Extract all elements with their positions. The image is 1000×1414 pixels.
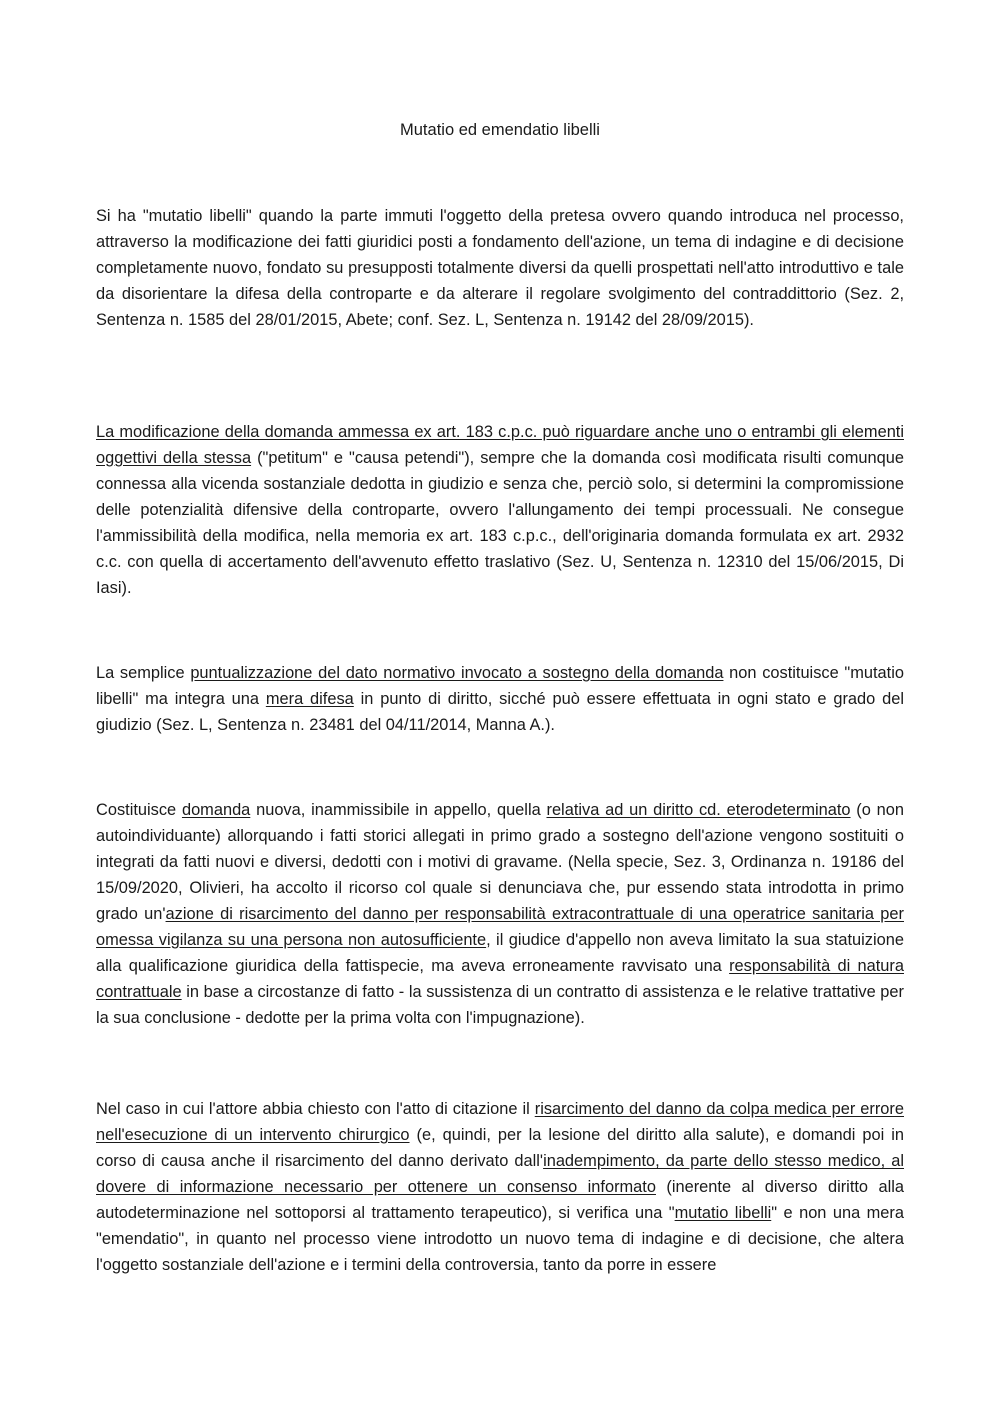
document-title: Mutatio ed emendatio libelli bbox=[400, 121, 600, 139]
text-run: (inerente al diverso diritto alla autodeterminazione nel sottoporsi al trattamento terapeutico), si verifica una " bbox=[96, 1178, 904, 1222]
text-run: La semplice bbox=[96, 664, 191, 682]
underlined-text: La modificazione della domanda ammessa ex art. 183 c.p.c. può riguardare anche uno o entrambi gli elementi oggettivi della stessa bbox=[96, 423, 904, 467]
text-run: non costituisce "mutatio libelli" ma integra una bbox=[96, 664, 904, 708]
paragraph-puntualizzazione bbox=[96, 660, 904, 738]
text-run: Costituisce bbox=[96, 801, 182, 819]
paragraph-domanda-nuova-appello bbox=[96, 797, 904, 1031]
underlined-text: puntualizzazione del dato normativo invocato a sostegno della domanda bbox=[190, 664, 724, 682]
text-run: in punto di diritto, sicché può essere effettuata in ogni stato e grado del giudizio (Sez. L, Sentenza n. 23481 del 04/11/2014, Manna A.). bbox=[96, 690, 904, 734]
text-run: Nel caso in cui l'attore abbia chiesto con l'atto di citazione il bbox=[96, 1100, 535, 1118]
paragraph-modificazione-domanda bbox=[96, 419, 904, 601]
underlined-text: mera difesa bbox=[265, 690, 354, 708]
text-run: (e, quindi, per la lesione del diritto alla salute), e domandi poi in corso di causa anche il risarcimento del danno derivato dall' bbox=[96, 1126, 904, 1170]
text-run: (o non autoindividuante) allorquando i fatti storici allegati in primo grado a sostegno dell'azione vengono sostituiti o integrati da fatti nuovi e diversi, dedotti con i motivi di gravame. (Nella specie, Sez. 3, Ordinanza n. 19186 del 15/09/2020, Olivieri, ha accolto il ricorso col quale si denunciava che, pur essendo stata introdotta in primo grado un' bbox=[96, 801, 905, 923]
underlined-text: azione di risarcimento del danno per responsabilità extracontrattuale di una operatrice sanitaria per omessa vigilanza su una persona non autosufficiente bbox=[96, 905, 904, 949]
text-run: Si ha "mutatio libelli" quando la parte immuti l'oggetto della pretesa ovvero quando introduca nel processo, attraverso la modificazione dei fatti giuridici posti a fondamento dell'azione, un tema di indagine e di decisione completamente nuovo, fondato su presupposti totalmente diversi da quelli prospettati nell'atto introduttivo e tale da disorientare la difesa della controparte e da alterare il regolare svolgimento del contraddittorio (Sez. 2, Sentenza n. 1585 del 28/01/2015, Abete; conf. Sez. L, Sentenza n. 19142 del 28/09/2015). bbox=[96, 207, 904, 329]
text-run: " e non una mera "emendatio", in quanto nel processo viene introdotto un nuovo tema di indagine e di decisione, che altera l'oggetto sostanziale dell'azione e i termini della controversia, tanto da porre in essere bbox=[96, 1204, 904, 1274]
underlined-text: responsabilità di natura contrattuale bbox=[96, 957, 904, 1001]
text-run: in base a circostanze di fatto - la sussistenza di un contratto di assistenza e le relative trattative per la sua conclusione - dedotte per la prima volta con l'impugnazione). bbox=[96, 983, 904, 1027]
paragraph-mutatio-definition bbox=[96, 203, 904, 333]
text-run: nuova, inammissibile in appello, quella bbox=[250, 801, 547, 819]
paragraph-colpa-medica bbox=[96, 1096, 904, 1278]
text-run: , il giudice d'appello non aveva limitato la sua statuizione alla qualificazione giuridica della fattispecie, ma aveva erroneamente ravvisato una bbox=[96, 931, 904, 975]
underlined-text: inadempimento, da parte dello stesso medico, al dovere di informazione necessario per ottenere un consenso informato bbox=[96, 1152, 905, 1196]
underlined-text: domanda bbox=[181, 801, 251, 819]
text-run: ("petitum" e "causa petendi"), sempre che la domanda così modificata risulti comunque connessa alla vicenda sostanziale dedotta in giudizio e senza che, perciò solo, si determini la compromissione delle potenzialità difensive della controparte, ovvero l'allungamento dei tempi processuali. Ne consegue l'ammissibilità della modifica, nella memoria ex art. 183 c.p.c., dell'originaria domanda formulata ex art. 2932 c.c. con quella di accertamento dell'avvenuto effetto traslativo (Sez. U, Sentenza n. 12310 del 15/06/2015, Di Iasi). bbox=[96, 449, 904, 597]
underlined-text: relativa ad un diritto cd. eterodeterminato bbox=[546, 801, 851, 819]
underlined-text: mutatio libelli bbox=[674, 1204, 772, 1222]
underlined-text: risarcimento del danno da colpa medica per errore nell'esecuzione di un intervento chirurgico bbox=[96, 1100, 904, 1144]
